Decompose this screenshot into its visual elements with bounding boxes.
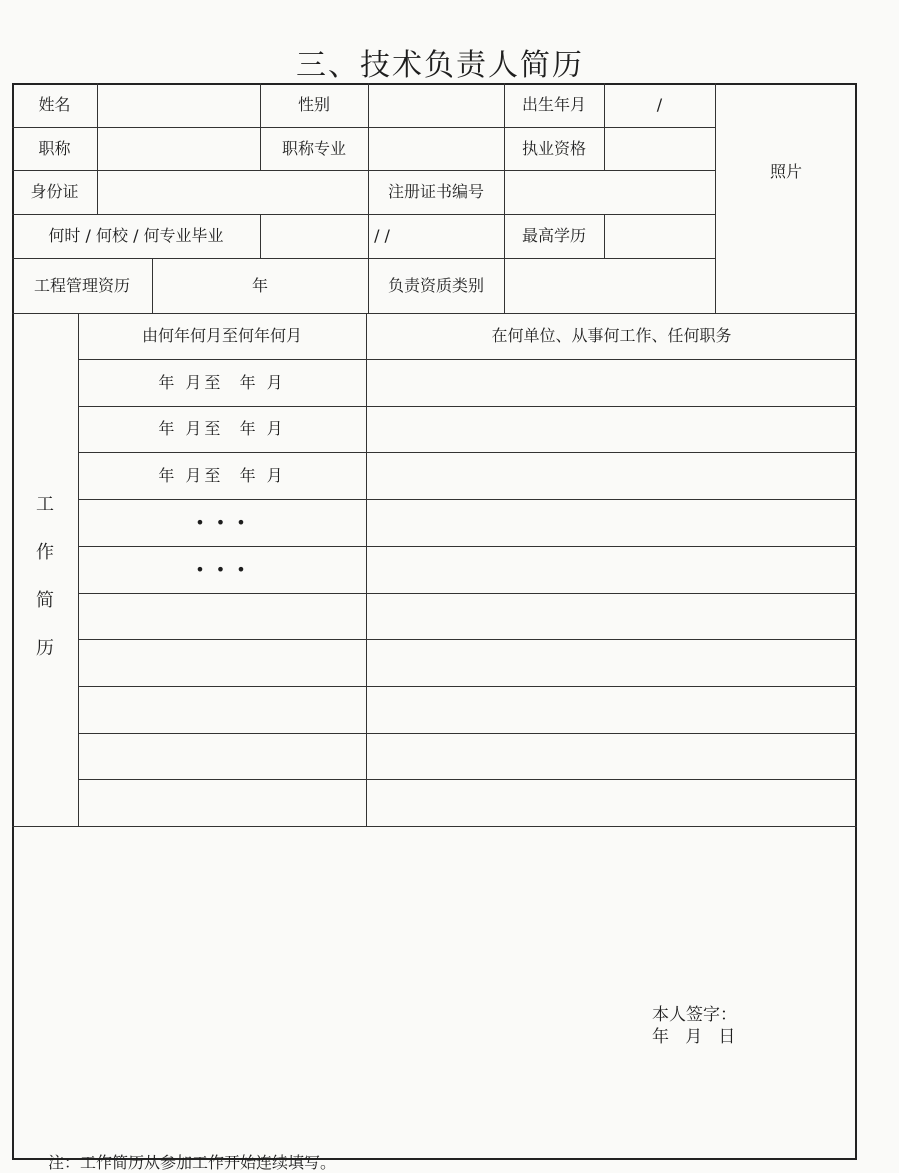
section-char: 简 — [36, 590, 54, 611]
detail-cell[interactable] — [366, 686, 857, 733]
detail-column-header: 在何单位、从事何工作、任何职务 — [491, 326, 732, 346]
work-section-label — [12, 490, 78, 660]
row-divider — [78, 452, 857, 453]
period-column-header: 由何年何月至何年何月 — [141, 326, 302, 346]
signature-label: 本人签字： — [652, 1005, 737, 1025]
section-char: 工 — [36, 494, 54, 515]
signature-date[interactable]: 年 月 日 — [652, 1027, 736, 1047]
id-label: 身份证 — [30, 182, 79, 202]
cert-no-label: 注册证书编号 — [387, 182, 484, 202]
cert-no-field[interactable] — [504, 170, 715, 214]
page-title: 三、技术负责人简历 — [296, 48, 584, 83]
id-field[interactable] — [97, 170, 368, 214]
period-cell[interactable] — [78, 733, 366, 780]
qualification-type-label: 负责资质类别 — [387, 275, 484, 295]
detail-cell[interactable] — [366, 452, 857, 499]
period-cell[interactable] — [78, 639, 366, 686]
row-divider — [78, 406, 857, 407]
mgmt-exp-field[interactable]: 年 — [251, 275, 268, 295]
qualification-type-field[interactable] — [504, 258, 715, 313]
row-divider — [78, 779, 857, 780]
detail-cell[interactable] — [366, 779, 857, 826]
signature-block — [652, 1004, 737, 1048]
gender-label: 性别 — [297, 95, 330, 115]
detail-cell[interactable] — [366, 406, 857, 453]
qualification-field[interactable] — [604, 127, 715, 170]
name-label: 姓名 — [38, 95, 71, 115]
gender-field[interactable] — [368, 83, 504, 127]
title-major-field[interactable] — [368, 127, 504, 170]
row-divider — [78, 593, 857, 594]
period-cell[interactable]: 年 月至 年 月 — [158, 419, 286, 439]
graduation-field[interactable]: / / — [374, 226, 390, 246]
education-field[interactable] — [604, 214, 715, 258]
period-cell[interactable]: 年 月至 年 月 — [158, 372, 286, 392]
row-divider — [78, 546, 857, 547]
row-divider — [78, 733, 857, 734]
birth-label: 出生年月 — [521, 95, 586, 115]
row-divider — [78, 499, 857, 500]
photo-box[interactable]: 照片 — [769, 162, 802, 182]
detail-cell[interactable] — [366, 733, 857, 780]
section-end-divider — [12, 826, 857, 827]
detail-cell[interactable] — [366, 639, 857, 686]
qualification-label: 执业资格 — [521, 138, 586, 158]
detail-cell[interactable] — [366, 593, 857, 640]
period-cell[interactable]: 年 月至 年 月 — [158, 466, 286, 486]
section-char: 作 — [36, 542, 54, 563]
row-divider — [78, 639, 857, 640]
footnote: 注：工作简历从参加工作开始连续填写。 — [48, 1153, 337, 1172]
title-field[interactable] — [97, 127, 260, 170]
graduation-label: 何时 / 何校 / 何专业毕业 — [48, 226, 224, 246]
title-major-label: 职称专业 — [281, 138, 346, 158]
period-cell[interactable] — [78, 593, 366, 640]
birth-field[interactable]: / — [656, 95, 663, 115]
name-field[interactable] — [97, 83, 260, 127]
title-label: 职称 — [38, 138, 71, 158]
detail-cell[interactable] — [366, 499, 857, 546]
period-cell[interactable] — [78, 779, 366, 826]
period-cell[interactable]: • • • — [195, 512, 249, 532]
detail-cell[interactable] — [366, 546, 857, 593]
period-cell[interactable]: • • • — [195, 559, 249, 579]
education-label: 最高学历 — [521, 226, 586, 246]
detail-cell[interactable] — [366, 359, 857, 406]
mgmt-exp-label: 工程管理资历 — [33, 275, 130, 295]
period-cell[interactable] — [78, 686, 366, 733]
row-divider — [78, 686, 857, 687]
section-char: 历 — [36, 638, 54, 659]
